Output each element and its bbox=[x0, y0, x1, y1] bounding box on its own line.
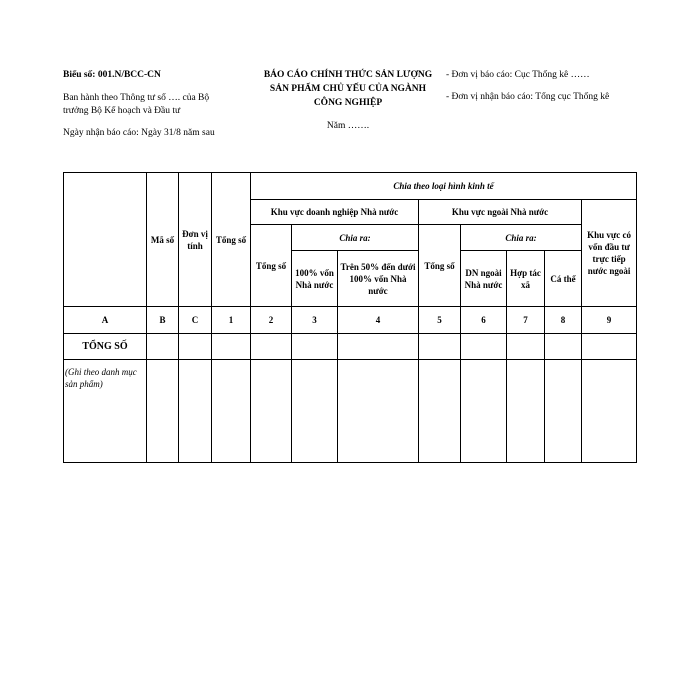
header-don-vi-tinh: Đơn vị tính bbox=[179, 173, 212, 307]
col-code: 9 bbox=[582, 307, 637, 334]
table-cell[interactable] bbox=[292, 334, 338, 360]
header-tong-so-nn: Tổng số bbox=[251, 225, 292, 307]
header-hop-tac-xa: Hợp tác xã bbox=[507, 251, 545, 307]
product-list-note: (Ghi theo danh mục sản phẩm) bbox=[64, 360, 147, 463]
header-ca-the: Cá thể bbox=[545, 251, 582, 307]
table-cell[interactable] bbox=[338, 334, 419, 360]
table-cell[interactable] bbox=[251, 360, 292, 463]
report-title-line2: SẢN PHẨM CHỦ YẾU CỦA NGÀNH bbox=[269, 84, 427, 94]
col-code: 5 bbox=[419, 307, 461, 334]
table-cell[interactable] bbox=[292, 360, 338, 463]
report-title-line1: BÁO CÁO CHÍNH THỨC SẢN LƯỢNG bbox=[263, 70, 433, 80]
received-date: Ngày nhận báo cáo: Ngày 31/8 năm sau bbox=[63, 128, 215, 138]
issued-by-line2: trưởng Bộ Kế hoạch và Đầu tư bbox=[63, 106, 181, 116]
table-cell[interactable] bbox=[545, 334, 582, 360]
header-chia-theo-loai-hinh: Chia theo loại hình kinh tế bbox=[251, 173, 637, 200]
header-blank-a bbox=[64, 173, 147, 307]
table-cell[interactable] bbox=[212, 360, 251, 463]
table-cell[interactable] bbox=[179, 360, 212, 463]
receiving-unit: - Đơn vị nhận báo cáo: Tổng cục Thống kê bbox=[446, 92, 610, 102]
header-tong-so: Tổng số bbox=[212, 173, 251, 307]
table-cell[interactable] bbox=[212, 334, 251, 360]
table-cell[interactable] bbox=[179, 334, 212, 360]
table-cell[interactable] bbox=[147, 334, 179, 360]
total-row bbox=[64, 334, 637, 360]
table-cell[interactable] bbox=[582, 360, 637, 463]
report-year: Năm ……. bbox=[326, 121, 370, 131]
table-cell[interactable] bbox=[338, 360, 419, 463]
col-code: 1 bbox=[212, 307, 251, 334]
table-cell[interactable] bbox=[419, 360, 461, 463]
header-dn-ngoai-nn: DN ngoài Nhà nước bbox=[461, 251, 507, 307]
header-ma-so: Mã số bbox=[147, 173, 179, 307]
col-code: C bbox=[179, 307, 212, 334]
col-code: 7 bbox=[507, 307, 545, 334]
col-code: 2 bbox=[251, 307, 292, 334]
header-kv-nha-nuoc: Khu vực doanh nghiệp Nhà nước bbox=[251, 200, 419, 225]
table-cell[interactable] bbox=[147, 360, 179, 463]
header-chia-ra-nn: Chia ra: bbox=[292, 225, 419, 251]
report-title-line3: CÔNG NGHIỆP bbox=[313, 98, 383, 108]
form-code: Biểu số: 001.N/BCC-CN bbox=[63, 70, 161, 80]
table-cell[interactable] bbox=[545, 360, 582, 463]
col-code: 8 bbox=[545, 307, 582, 334]
product-row bbox=[64, 360, 637, 463]
col-code: 4 bbox=[338, 307, 419, 334]
table-cell[interactable] bbox=[461, 360, 507, 463]
header-kv-ngoai-nha-nuoc: Khu vực ngoài Nhà nước bbox=[419, 200, 582, 225]
col-code: 3 bbox=[292, 307, 338, 334]
table-cell[interactable] bbox=[251, 334, 292, 360]
table-cell[interactable] bbox=[507, 334, 545, 360]
header-tong-so-ngoai-nn: Tổng số bbox=[419, 225, 461, 307]
table-cell[interactable] bbox=[582, 334, 637, 360]
reporting-unit: - Đơn vị báo cáo: Cục Thống kê …… bbox=[446, 70, 590, 80]
table-cell[interactable] bbox=[507, 360, 545, 463]
col-code: A bbox=[64, 307, 147, 334]
col-code: B bbox=[147, 307, 179, 334]
report-table bbox=[63, 172, 637, 463]
total-row-label: TỔNG SỐ bbox=[64, 334, 147, 360]
table-cell[interactable] bbox=[461, 334, 507, 360]
header-kv-fdi: Khu vực có vốn đầu tư trực tiếp nước ngoài bbox=[582, 200, 637, 307]
header-tren-50-von-nn: Trên 50% đến dưới 100% vốn Nhà nước bbox=[338, 251, 419, 307]
col-code: 6 bbox=[461, 307, 507, 334]
column-code-row bbox=[64, 307, 637, 334]
issued-by-line1: Ban hành theo Thông tư số …. của Bộ bbox=[63, 93, 210, 103]
header-100-von-nn: 100% vốn Nhà nước bbox=[292, 251, 338, 307]
header-chia-ra-ngoai-nn: Chia ra: bbox=[461, 225, 582, 251]
table-cell[interactable] bbox=[419, 334, 461, 360]
